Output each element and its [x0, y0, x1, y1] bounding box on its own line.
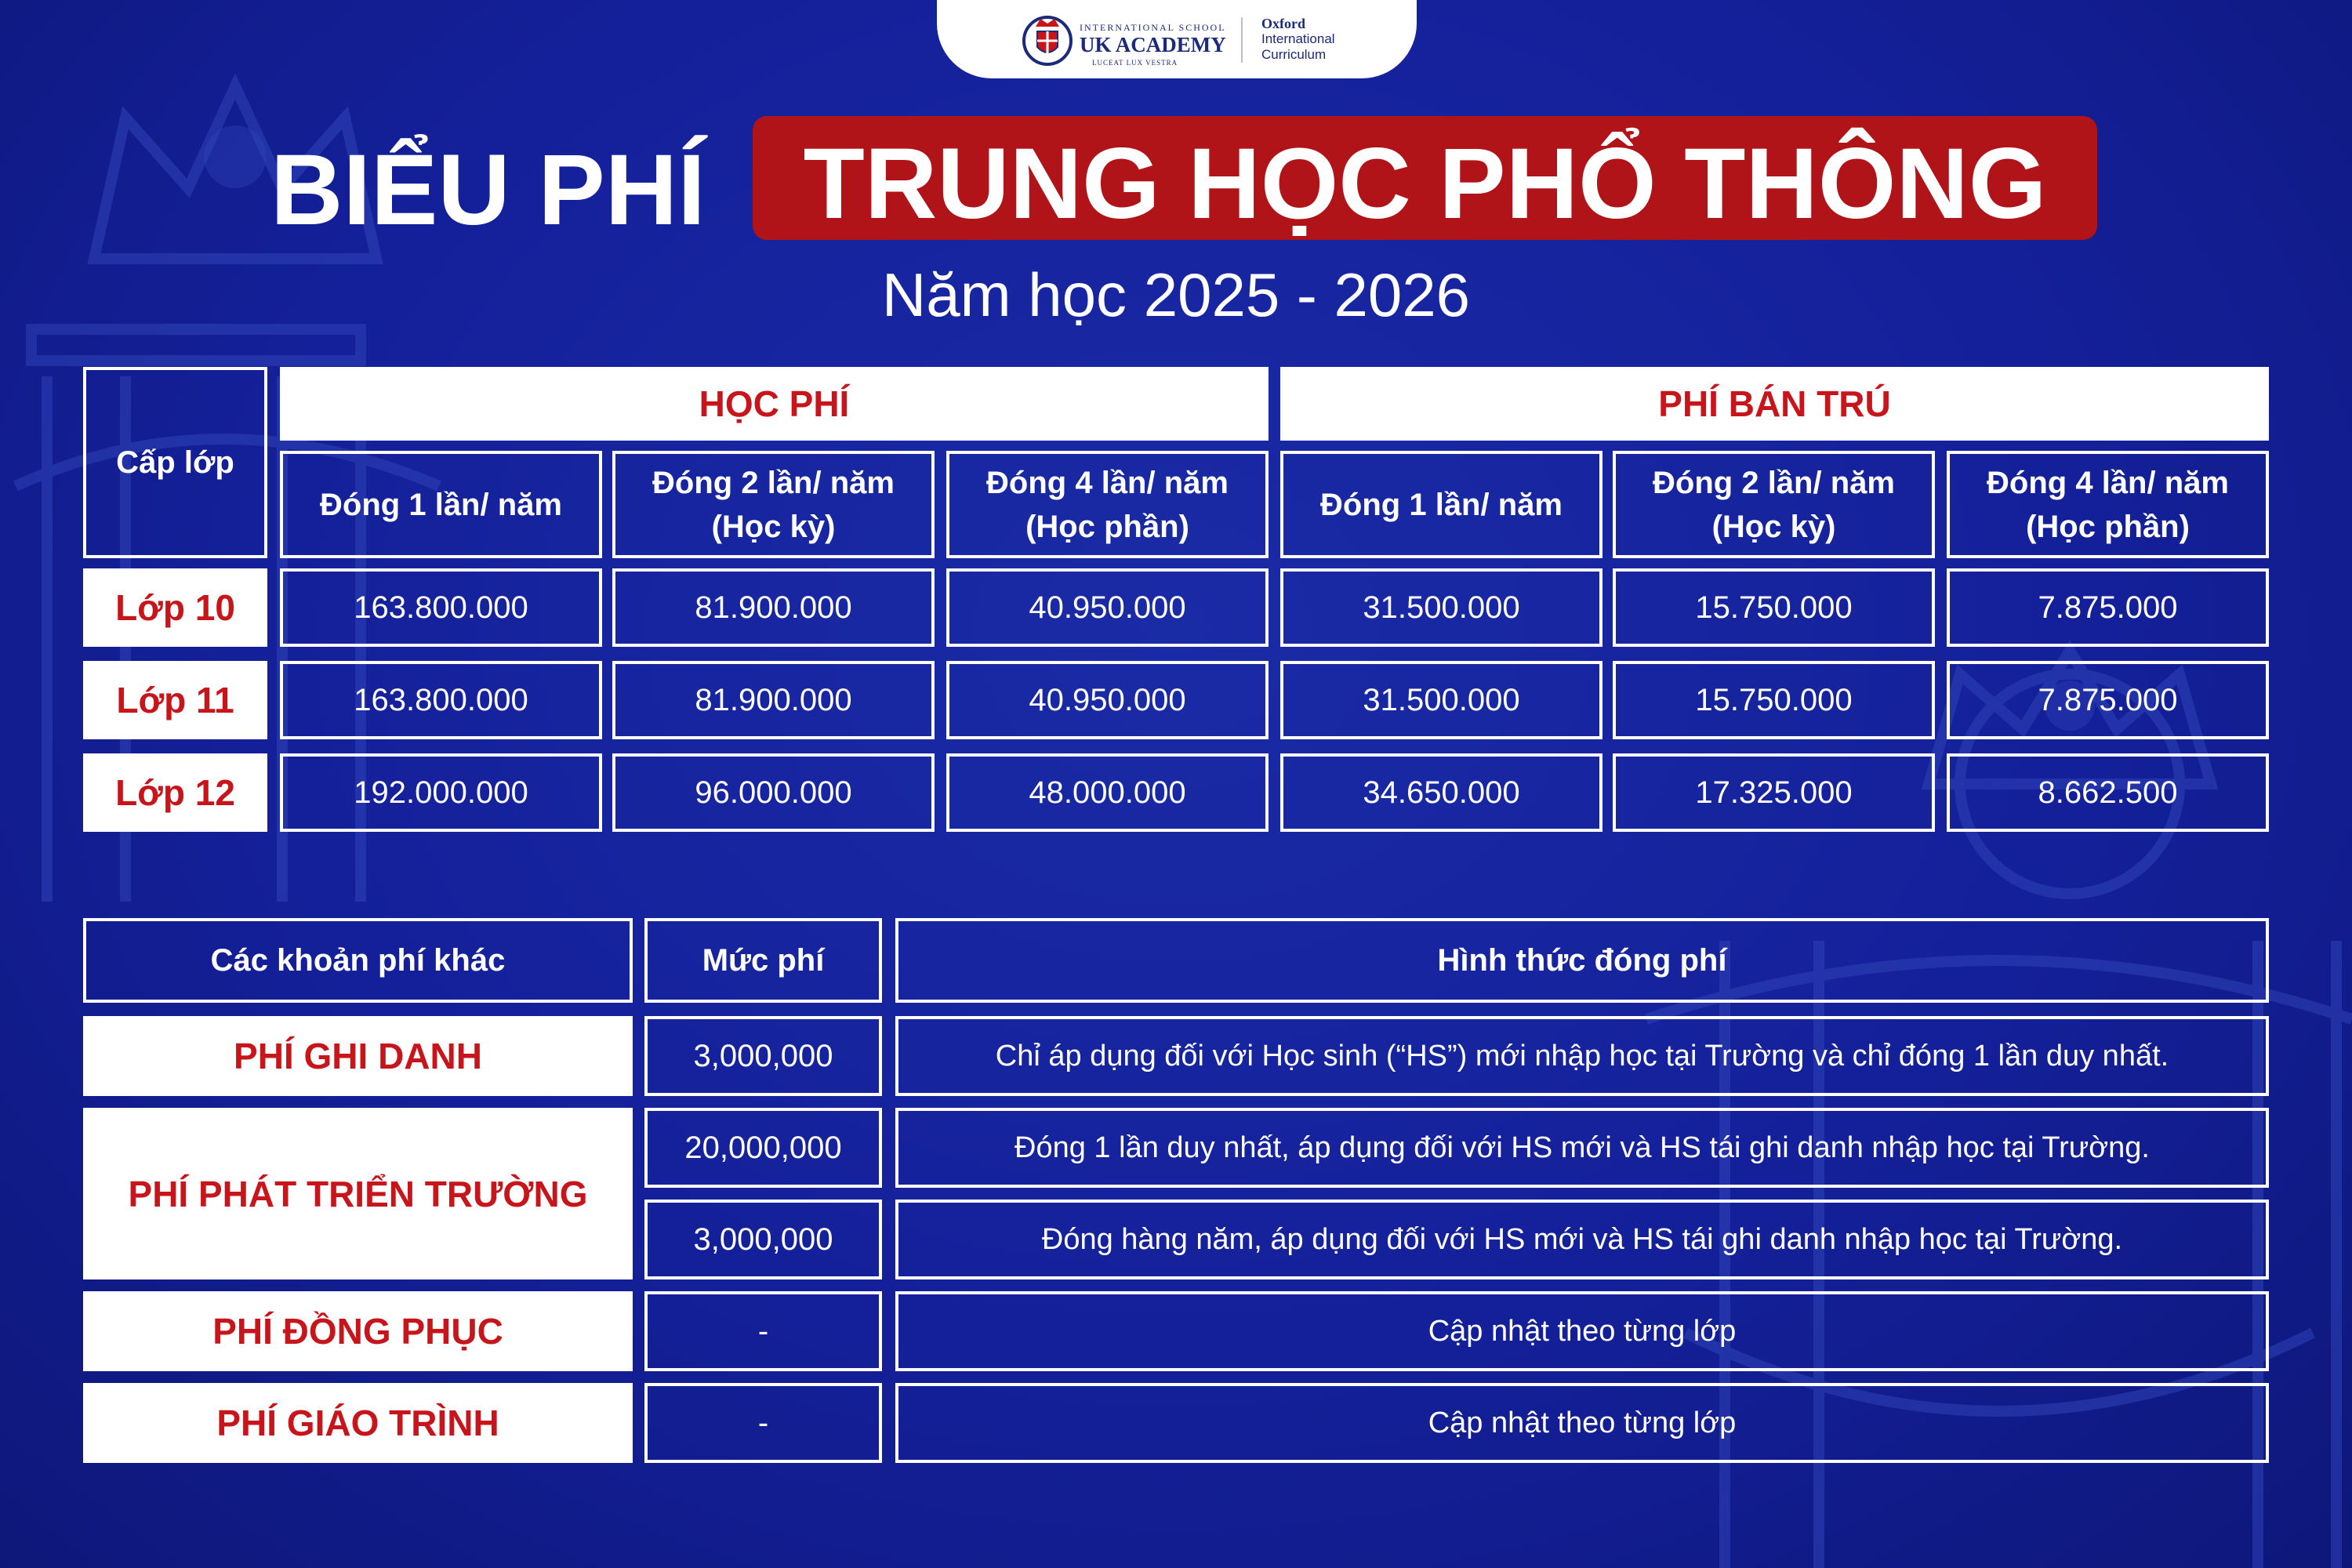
fee-value: 8.662.500	[2038, 775, 2178, 810]
tuition-group-label: HỌC PHÍ	[699, 383, 850, 424]
fee-value-cell	[1280, 661, 1602, 739]
uniform-fee-method-cell	[895, 1291, 2269, 1371]
grade-label: Lớp 11	[116, 680, 234, 720]
development-fee-amount-2: 3,000,000	[693, 1221, 833, 1257]
registration-fee-method: Chỉ áp dụng đối với Học sinh (“HS”) mới nhập học tại Trường và chỉ đóng 1 lần duy nhất.	[995, 1039, 2169, 1073]
development-fee-method-1: Đóng 1 lần duy nhất, áp dụng đối với HS mới và HS tái ghi danh nhập học tại Trường.	[1014, 1131, 2150, 1164]
development-fee-amount-2-cell	[644, 1200, 882, 1279]
other-fees-name-label: Các khoản phí khác	[210, 943, 506, 978]
fee-value-cell	[1280, 568, 1602, 647]
other-fees-amount-label: Mức phí	[702, 943, 825, 978]
development-fee-name: PHÍ PHÁT TRIỂN TRƯỜNG	[128, 1173, 588, 1214]
registration-fee-name-cell	[83, 1016, 633, 1096]
tuition-group-header	[280, 367, 1269, 441]
column-header-line1: Đóng 4 lần/ năm	[1987, 465, 2229, 500]
development-fee-amount-1: 20,000,000	[684, 1130, 842, 1165]
oxford-line-3: Curriculum	[1261, 47, 1327, 62]
fee-value-cell	[280, 753, 602, 832]
column-header-line1: Đóng 2 lần/ năm	[1653, 465, 1895, 500]
fee-value-cell	[1280, 753, 1602, 832]
registration-fee-amount-cell	[644, 1016, 882, 1096]
title-prefix: BIỂU PHÍ	[270, 134, 706, 246]
uniform-fee-method: Cập nhật theo từng lớp	[1428, 1314, 1737, 1348]
grade-header-label: Cấp lớp	[116, 445, 234, 480]
school-crest-icon	[1022, 9, 1073, 69]
column-header-line2: (Học phần)	[2026, 509, 2190, 544]
fee-value: 81.900.000	[695, 682, 852, 717]
logo-motto: LUCEAT LUX VESTRA	[1092, 59, 1178, 67]
registration-fee-amount: 3,000,000	[693, 1038, 833, 1073]
column-header-line2: (Học phần)	[1025, 509, 1189, 544]
logo-main-text: UK ACADEMY	[1080, 33, 1226, 56]
fee-value-cell	[280, 568, 602, 647]
fee-value-cell	[1947, 568, 2269, 647]
uniform-fee-name: PHÍ ĐỒNG PHỤC	[212, 1311, 503, 1352]
registration-fee-name: PHÍ GHI DANH	[234, 1036, 482, 1076]
fee-value: 192.000.000	[354, 775, 528, 810]
logo-small-text: INTERNATIONAL SCHOOL	[1080, 22, 1226, 33]
column-header-5	[1613, 451, 1935, 558]
column-header-6	[1947, 451, 2269, 558]
development-fee-method-2-cell	[895, 1200, 2269, 1279]
fee-value: 34.650.000	[1363, 775, 1520, 810]
fee-value: 48.000.000	[1029, 775, 1186, 810]
oxford-line-2: International	[1261, 31, 1335, 46]
fee-value-cell	[946, 661, 1269, 739]
registration-fee-method-cell	[895, 1016, 2269, 1096]
textbook-fee-name-cell	[83, 1383, 633, 1463]
grade-label: Lớp 10	[115, 587, 235, 628]
textbook-fee-amount-cell	[644, 1383, 882, 1463]
column-header-line1: Đóng 4 lần/ năm	[986, 465, 1229, 500]
grade-label: Lớp 12	[115, 772, 235, 813]
uniform-fee-amount: -	[757, 1313, 769, 1348]
column-header-line1: Đóng 2 lần/ năm	[652, 465, 895, 500]
fee-value: 81.900.000	[695, 590, 852, 625]
oxford-line-1: Oxford	[1261, 16, 1305, 31]
textbook-fee-amount: -	[757, 1405, 769, 1440]
column-header-4	[1280, 451, 1602, 558]
fee-value: 17.325.000	[1695, 775, 1853, 810]
header-logo-tab	[937, 0, 1417, 78]
development-fee-amount-1-cell	[644, 1108, 882, 1188]
development-fee-method-1-cell	[895, 1108, 2269, 1188]
fee-value: 15.750.000	[1695, 682, 1853, 717]
textbook-fee-method-cell	[895, 1383, 2269, 1463]
fee-value-cell	[612, 753, 935, 832]
subtitle-school-year: Năm học 2025 - 2026	[881, 260, 1471, 329]
fee-value-cell	[612, 661, 935, 739]
fee-value-cell	[1613, 661, 1935, 739]
fee-value-cell	[1613, 568, 1935, 647]
fee-value: 31.500.000	[1363, 590, 1520, 625]
grade-label-cell	[83, 568, 267, 647]
column-header-1	[280, 451, 602, 558]
other-fees-method-header	[895, 918, 2269, 1003]
fee-value-cell	[1613, 753, 1935, 832]
column-header-line1: Đóng 1 lần/ năm	[1320, 487, 1563, 522]
column-header-line2: (Học kỳ)	[711, 509, 836, 544]
uniform-fee-name-cell	[83, 1291, 633, 1371]
title-highlight: TRUNG HỌC PHỔ THÔNG	[803, 128, 2047, 240]
boarding-group-label: PHÍ BÁN TRÚ	[1658, 383, 1891, 424]
other-fees-name-header	[83, 918, 633, 1003]
development-fee-method-2: Đóng hàng năm, áp dụng đối với HS mới và HS tái ghi danh nhập học tại Trường.	[1041, 1222, 2123, 1256]
fee-value-cell	[946, 568, 1269, 647]
uniform-fee-amount-cell	[644, 1291, 882, 1371]
fee-value-cell	[280, 661, 602, 739]
other-fees-amount-header	[644, 918, 882, 1003]
fee-value: 163.800.000	[354, 590, 528, 625]
column-header-line2: (Học kỳ)	[1711, 509, 1836, 544]
logo-divider	[1241, 17, 1243, 63]
fee-value: 15.750.000	[1695, 590, 1853, 625]
boarding-group-header	[1280, 367, 2269, 441]
fee-value-cell	[1947, 753, 2269, 832]
grade-label-cell	[83, 661, 267, 739]
column-header-3	[946, 451, 1269, 558]
fee-value: 7.875.000	[2038, 682, 2178, 717]
fee-value: 7.875.000	[2038, 590, 2178, 625]
development-fee-name-cell	[83, 1108, 633, 1279]
textbook-fee-name: PHÍ GIÁO TRÌNH	[216, 1403, 499, 1443]
fee-value-cell	[1947, 661, 2269, 739]
fee-value: 96.000.000	[695, 775, 852, 810]
column-header-line1: Đóng 1 lần/ năm	[320, 487, 562, 522]
column-header-2	[612, 451, 935, 558]
fee-value: 31.500.000	[1363, 682, 1520, 717]
fee-value: 40.950.000	[1029, 682, 1186, 717]
fee-value: 40.950.000	[1029, 590, 1186, 625]
fee-value-cell	[946, 753, 1269, 832]
grade-header-cell	[83, 367, 267, 558]
fee-value: 163.800.000	[354, 682, 528, 717]
textbook-fee-method: Cập nhật theo từng lớp	[1428, 1406, 1737, 1439]
fee-value-cell	[612, 568, 935, 647]
grade-label-cell	[83, 753, 267, 832]
other-fees-method-label: Hình thức đóng phí	[1437, 943, 1727, 978]
